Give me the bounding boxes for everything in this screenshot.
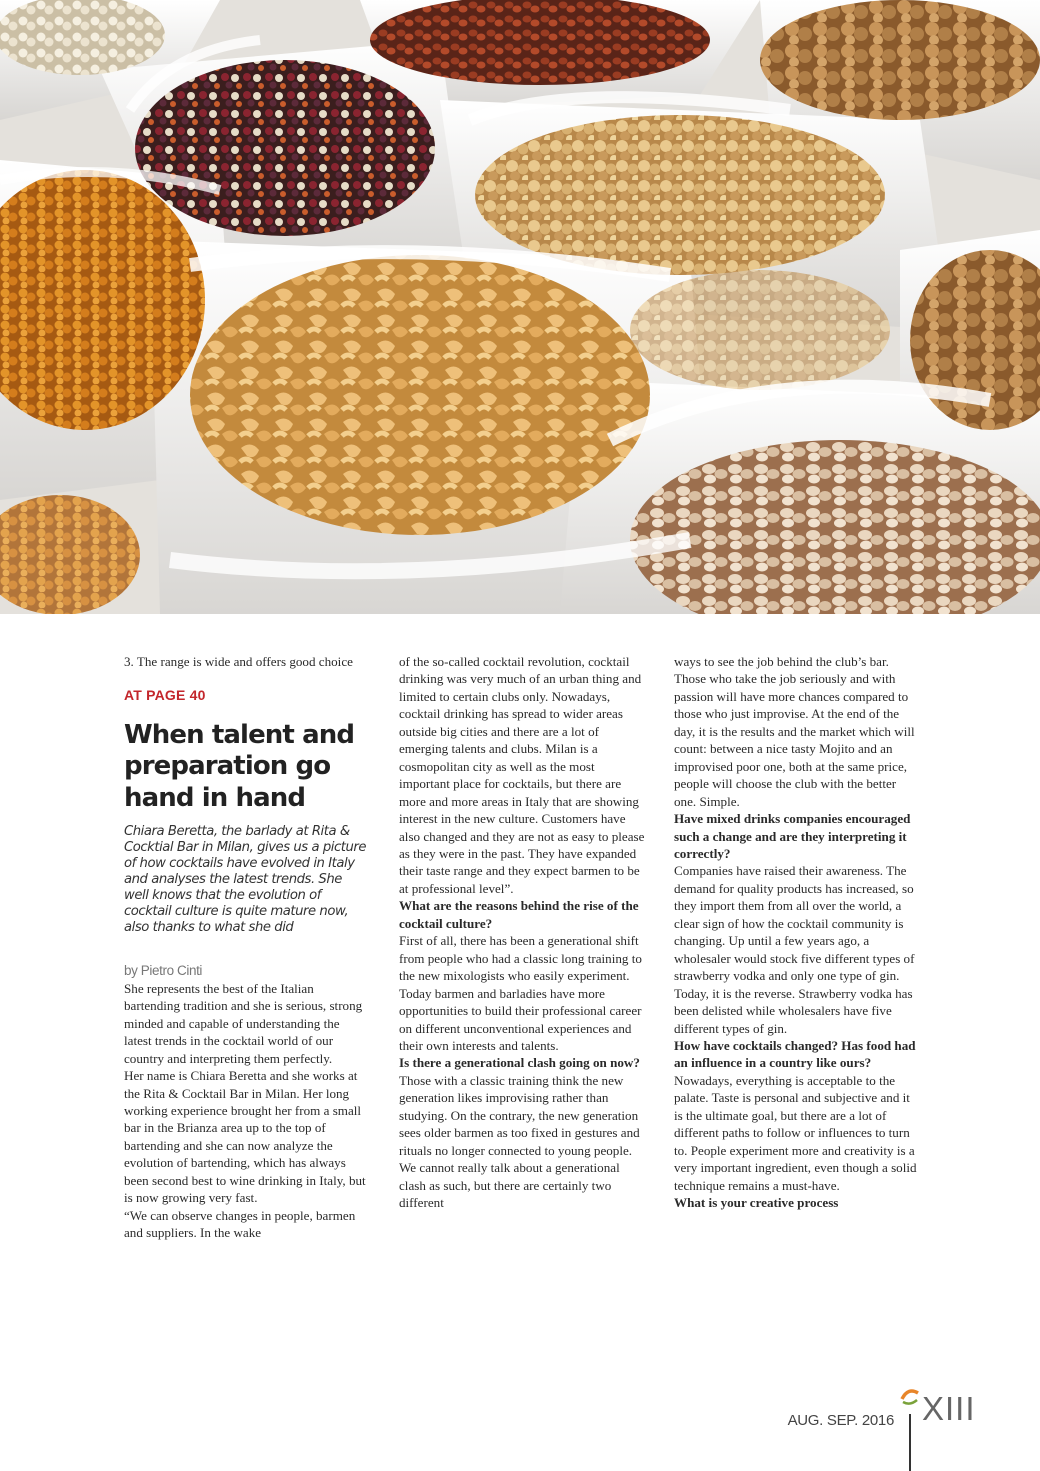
article-byline: by Pietro Cinti: [124, 963, 203, 979]
nuts-in-bags-photo: [0, 0, 1040, 614]
interview-question: Have mixed drinks companies encouraged such a change and are they interpreting it correctly?: [674, 811, 911, 861]
interview-answer: First of all, there has been a generational shift from people who had a classic long training to the new mixologists who easily experiment. Today barmen and barladies have more opportunities to build their professional career on different unconventional experiences and their own interests and talents.: [399, 933, 642, 1053]
interview-answer: Nowadays, everything is acceptable to the palate. Taste is personal and subjective and it is the ultimate goal, but there are a lot of different paths to follow or influences to turn to. People experiment more and creativity is a very important ingredient, even though a solid technique remains a must-have.: [674, 1072, 917, 1193]
issue-date: AUG. SEP. 2016: [787, 1412, 894, 1429]
section-kicker: AT PAGE 40: [124, 687, 206, 704]
interview-question: What is your creative process: [674, 1195, 839, 1211]
hero-photo-nuts: [0, 0, 1040, 614]
body-paragraph: of the so-called cocktail revolution, cocktail drinking was very much of an urban thing and limited to certain clubs only. Nowadays, cocktail drinking has spread to wider areas outside big cities and there are a lot of emerging talents and clubs. Milan is a cosmopolitan city as well as the most important place for cocktails, but there are more and more areas in Italy that are showing interest in the new culture. Customers have also changed and they are not as easy to please as they were in the past. They have expanded their taste range and they expect barmen to be at professional level”.: [399, 654, 645, 896]
list-item: 3. The range is wide and offers good choice: [124, 654, 353, 669]
article-standfirst: Chiara Beretta, the barlady at Rita & Cocktial Bar in Milan, gives us a picture of how cocktails have evolved in Italy and analyses the latest trends. She well knows that the evolution of cocktail culture is quite mature now, also thanks to what she did: [124, 824, 367, 936]
interview-question: What are the reasons behind the rise of the cocktail culture?: [399, 898, 639, 931]
article-column-1: [124, 653, 370, 1242]
body-paragraph: Her name is Chiara Beretta and she works at the Rita & Cocktail Bar in Milan. Her long working experience brought her from a small bar in the Brianza area up to the top of bartending and she can now analyze the evolution of bartending, which has always been second best to wine drinking in Italy, but is now growing very fast.: [124, 1068, 366, 1206]
article-column-2: [399, 653, 645, 1212]
interview-answer: Companies have raised their awareness. The demand for quality products has increased, so they import them from all over the world, a clear sign of how the cocktail community is changing. Up until a few years ago, a wholesaler would stock five different types of strawberry vodka and only one type of gin. Today, it is the reverse. Strawberry vodka has been delisted while wholesalers have five different types of gin.: [674, 863, 915, 1036]
page-number: XIII: [922, 1390, 976, 1427]
body-paragraph: She represents the best of the Italian bartending tradition and she is serious, strong minded and capable of understanding the latest trends in the cocktail world of our country and interpreting them perfectly.: [124, 980, 363, 1066]
footer-rule: [909, 1414, 911, 1471]
interview-question: Is there a generational clash going on now?: [399, 1055, 640, 1071]
article-column-3: [674, 653, 920, 1212]
interview-question: How have cocktails changed? Has food had an influence in a country like ours?: [674, 1037, 916, 1071]
magazine-logo-icon: [900, 1387, 920, 1405]
article-headline: When talent and preparation go hand in hand: [124, 719, 355, 813]
body-paragraph: “We can observe changes in people, barmen and suppliers. In the wake: [124, 1207, 356, 1241]
body-paragraph: ways to see the job behind the club’s bar. Those who take the job seriously and with passion will have more chances compared to those who just improvise. At the end of the day, it is the results and the market which will count: between a nice tasty Mojito and an improvised poor one, both at the same price, people will choose the club with the better one. Simple.: [674, 654, 915, 809]
interview-answer: Those with a classic training think the new generation likes improvising rather than studying. On the contrary, the new generation sees older barmen as too fixed in gestures and rituals no longer connected to young people. We cannot really talk about a generational clash as such, but there are certainly two different: [399, 1072, 640, 1211]
